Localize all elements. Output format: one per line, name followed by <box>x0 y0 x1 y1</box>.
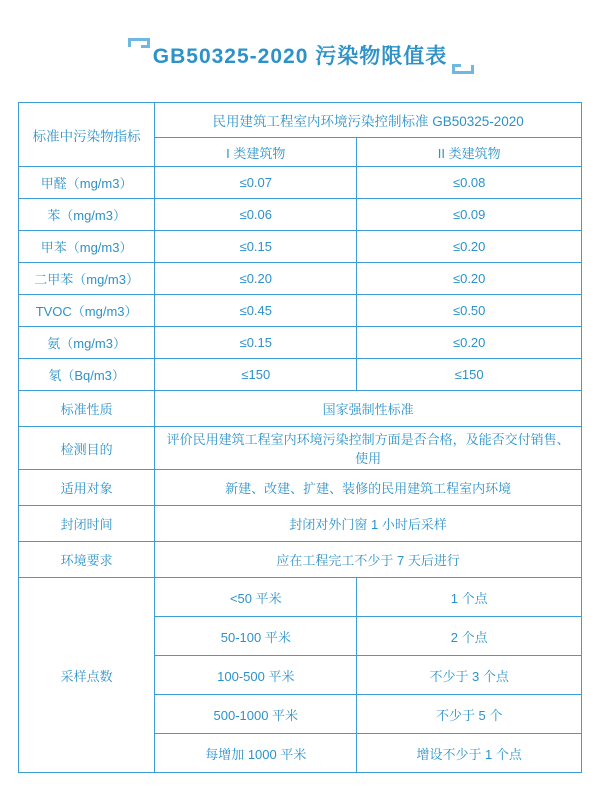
pollutant-label: 氡（Bq/m3） <box>19 359 155 391</box>
header-class2-cell: II 类建筑物 <box>357 138 582 167</box>
pollutant-class2-value: ≤0.50 <box>357 295 582 327</box>
pollutant-class2-value: ≤0.20 <box>357 263 582 295</box>
info-value: 国家强制性标准 <box>155 391 582 427</box>
table-row <box>19 578 582 617</box>
corner-bracket-top-left-icon <box>127 33 151 63</box>
sampling-label: 采样点数 <box>19 578 155 773</box>
info-label: 标准性质 <box>19 391 155 427</box>
info-label: 适用对象 <box>19 470 155 506</box>
title-bar <box>0 0 600 72</box>
pollutant-label: 二甲苯（mg/m3） <box>19 263 155 295</box>
pollutant-class1-value: ≤0.15 <box>155 231 357 263</box>
sampling-area: 100-500 平米 <box>155 656 357 695</box>
header-indicator-cell: 标准中污染物指标 <box>19 103 155 167</box>
sampling-points: 增设不少于 1 个点 <box>357 734 582 773</box>
table-row <box>19 506 582 542</box>
info-value: 应在工程完工不少于 7 天后进行 <box>155 542 582 578</box>
table-row <box>19 391 582 427</box>
pollutant-class2-value: ≤150 <box>357 359 582 391</box>
header-class1-cell: I 类建筑物 <box>155 138 357 167</box>
table-row <box>19 327 582 359</box>
sampling-points: 不少于 5 个 <box>357 695 582 734</box>
pollutant-class1-value: ≤0.06 <box>155 199 357 231</box>
pollutant-label: 甲苯（mg/m3） <box>19 231 155 263</box>
info-label: 封闭时间 <box>19 506 155 542</box>
table-header-row-1 <box>19 103 582 138</box>
info-value: 新建、改建、扩建、装修的民用建筑工程室内环境 <box>155 470 582 506</box>
table-row <box>19 470 582 506</box>
sampling-points: 不少于 3 个点 <box>357 656 582 695</box>
info-value: 评价民用建筑工程室内环境污染控制方面是否合格，及能否交付销售、使用 <box>155 427 582 470</box>
pollutant-label: 氨（mg/m3） <box>19 327 155 359</box>
table-row <box>19 359 582 391</box>
header-standard-title-cell: 民用建筑工程室内环境污染控制标准 GB50325-2020 <box>155 103 582 138</box>
table-row <box>19 542 582 578</box>
pollutant-label: 苯（mg/m3） <box>19 199 155 231</box>
info-label: 检测目的 <box>19 427 155 470</box>
table-row <box>19 427 582 470</box>
table-row <box>19 231 582 263</box>
page-title <box>153 42 447 72</box>
pollutant-class2-value: ≤0.08 <box>357 167 582 199</box>
table-row <box>19 167 582 199</box>
pollutant-class1-value: ≤0.15 <box>155 327 357 359</box>
page-title-text: GB50325-2020 污染物限值表 <box>152 45 448 68</box>
pollutant-class2-value: ≤0.20 <box>357 231 582 263</box>
pollutant-label: TVOC（mg/m3） <box>19 295 155 327</box>
table-row <box>19 263 582 295</box>
info-label: 环境要求 <box>19 542 155 578</box>
pollutant-class1-value: ≤0.45 <box>155 295 357 327</box>
sampling-area: 每增加 1000 平米 <box>155 734 357 773</box>
sampling-points: 1 个点 <box>357 578 582 617</box>
table-row <box>19 199 582 231</box>
pollutant-class2-value: ≤0.20 <box>357 327 582 359</box>
pollutant-class1-value: ≤0.20 <box>155 263 357 295</box>
pollutant-label: 甲醛（mg/m3） <box>19 167 155 199</box>
pollutant-class2-value: ≤0.09 <box>357 199 582 231</box>
table-row <box>19 295 582 327</box>
sampling-area: <50 平米 <box>155 578 357 617</box>
limits-table <box>18 102 582 773</box>
sampling-points: 2 个点 <box>357 617 582 656</box>
corner-bracket-bottom-right-icon <box>451 49 475 79</box>
pollutant-class1-value: ≤0.07 <box>155 167 357 199</box>
sampling-area: 500-1000 平米 <box>155 695 357 734</box>
info-value: 封闭对外门窗 1 小时后采样 <box>155 506 582 542</box>
sampling-area: 50-100 平米 <box>155 617 357 656</box>
pollutant-class1-value: ≤150 <box>155 359 357 391</box>
